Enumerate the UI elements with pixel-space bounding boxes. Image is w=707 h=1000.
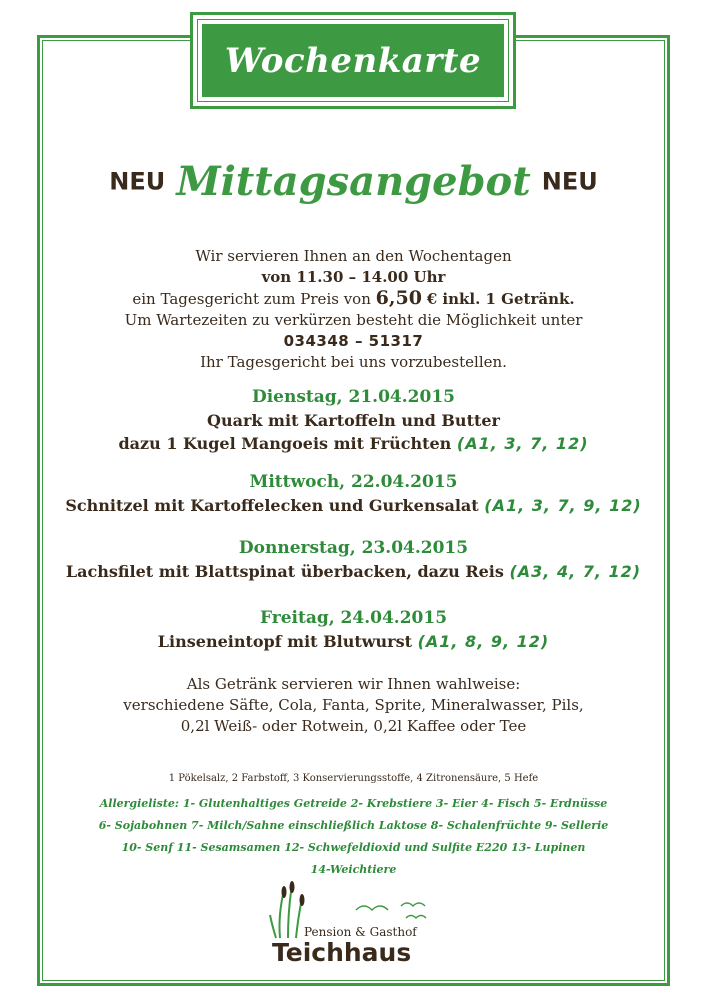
dish-text: Linseneintopf mit Blutwurst xyxy=(157,632,412,651)
logo xyxy=(266,880,446,970)
drinks-line2: verschiedene Säfte, Cola, Fanta, Sprite, Mineralwasser, Pils, xyxy=(123,696,584,714)
day-title: Donnerstag, 23.04.2015 xyxy=(238,538,469,558)
title-box xyxy=(190,12,516,109)
allergy-line: 14-Weichtiere xyxy=(310,863,397,876)
day-block-wednesday xyxy=(0,471,707,517)
headline-neu-right: NEU xyxy=(541,167,598,196)
intro-text xyxy=(0,246,707,373)
dish-text: Schnitzel mit Kartoffelecken und Gurkensalat xyxy=(65,496,479,515)
allergy-line: 10- Senf 11- Sesamsamen 12- Schwefeldioxid und Sulfite E220 13- Lupinen xyxy=(121,841,586,854)
intro-phone: 034348 – 51317 xyxy=(283,332,424,350)
intro-price-pre: ein Tagesgericht zum Preis von xyxy=(132,290,371,308)
logo-name: Teichhaus xyxy=(272,938,412,967)
allergen-codes: (A1, 3, 7, 12) xyxy=(456,434,589,453)
allergen-codes: (A1, 3, 7, 9, 12) xyxy=(484,496,642,515)
dish-line xyxy=(0,432,707,455)
day-block-tuesday xyxy=(0,386,707,455)
dish-line xyxy=(0,630,707,653)
intro-line6: Ihr Tagesgericht bei uns vorzubestellen. xyxy=(200,353,507,371)
logo-subtitle: Pension & Gasthof xyxy=(304,925,417,939)
allergy-line: Allergieliste: 1- Glutenhaltiges Getreide 2- Krebstiere 3- Eier 4- Fisch 5- Erdnüsse xyxy=(99,797,608,810)
day-block-friday xyxy=(0,607,707,653)
allergy-line: 6- Sojabohnen 7- Milch/Sahne einschließlich Laktose 8- Schalenfrüchte 9- Sellerie xyxy=(98,819,609,832)
intro-price-post: € inkl. 1 Getränk. xyxy=(426,290,575,308)
day-title: Freitag, 24.04.2015 xyxy=(259,608,448,628)
drinks-line1: Als Getränk servieren wir Ihnen wahlweise: xyxy=(186,675,521,693)
day-title: Mittwoch, 22.04.2015 xyxy=(249,472,458,492)
intro-line4: Um Wartezeiten zu verkürzen besteht die Möglichkeit unter xyxy=(124,311,583,329)
allergen-codes: (A3, 4, 7, 12) xyxy=(509,562,642,581)
additives-list: 1 Pökelsalz, 2 Farbstoff, 3 Konservierungsstoffe, 4 Zitronensäure, 5 Hefe xyxy=(168,773,539,784)
dish-text: Lachsfilet mit Blattspinat überbacken, dazu Reis xyxy=(65,562,504,581)
day-title: Dienstag, 21.04.2015 xyxy=(251,387,455,407)
allergy-list xyxy=(90,793,617,881)
title-banner xyxy=(202,24,504,97)
intro-price: 6,50 xyxy=(375,287,422,309)
dish-text: dazu 1 Kugel Mangoeis mit Früchten xyxy=(118,434,452,453)
headline-main: Mittagsangebot xyxy=(176,158,531,205)
intro-time: von 11.30 – 14.00 Uhr xyxy=(261,268,446,286)
dish-line xyxy=(0,560,707,583)
dish-line: Quark mit Kartoffeln und Butter xyxy=(207,411,500,430)
drinks-line3: 0,2l Weiß- oder Rotwein, 0,2l Kaffee oder Tee xyxy=(180,717,527,735)
headline-neu-left: NEU xyxy=(109,167,166,196)
allergen-codes: (A1, 8, 9, 12) xyxy=(417,632,550,651)
day-block-thursday xyxy=(0,537,707,583)
dish-line xyxy=(0,494,707,517)
drinks-text xyxy=(0,674,707,737)
intro-price-line xyxy=(0,288,707,310)
headline xyxy=(0,158,707,205)
intro-line1: Wir servieren Ihnen an den Wochentagen xyxy=(195,247,512,265)
page-title: Wochenkarte xyxy=(224,40,482,81)
